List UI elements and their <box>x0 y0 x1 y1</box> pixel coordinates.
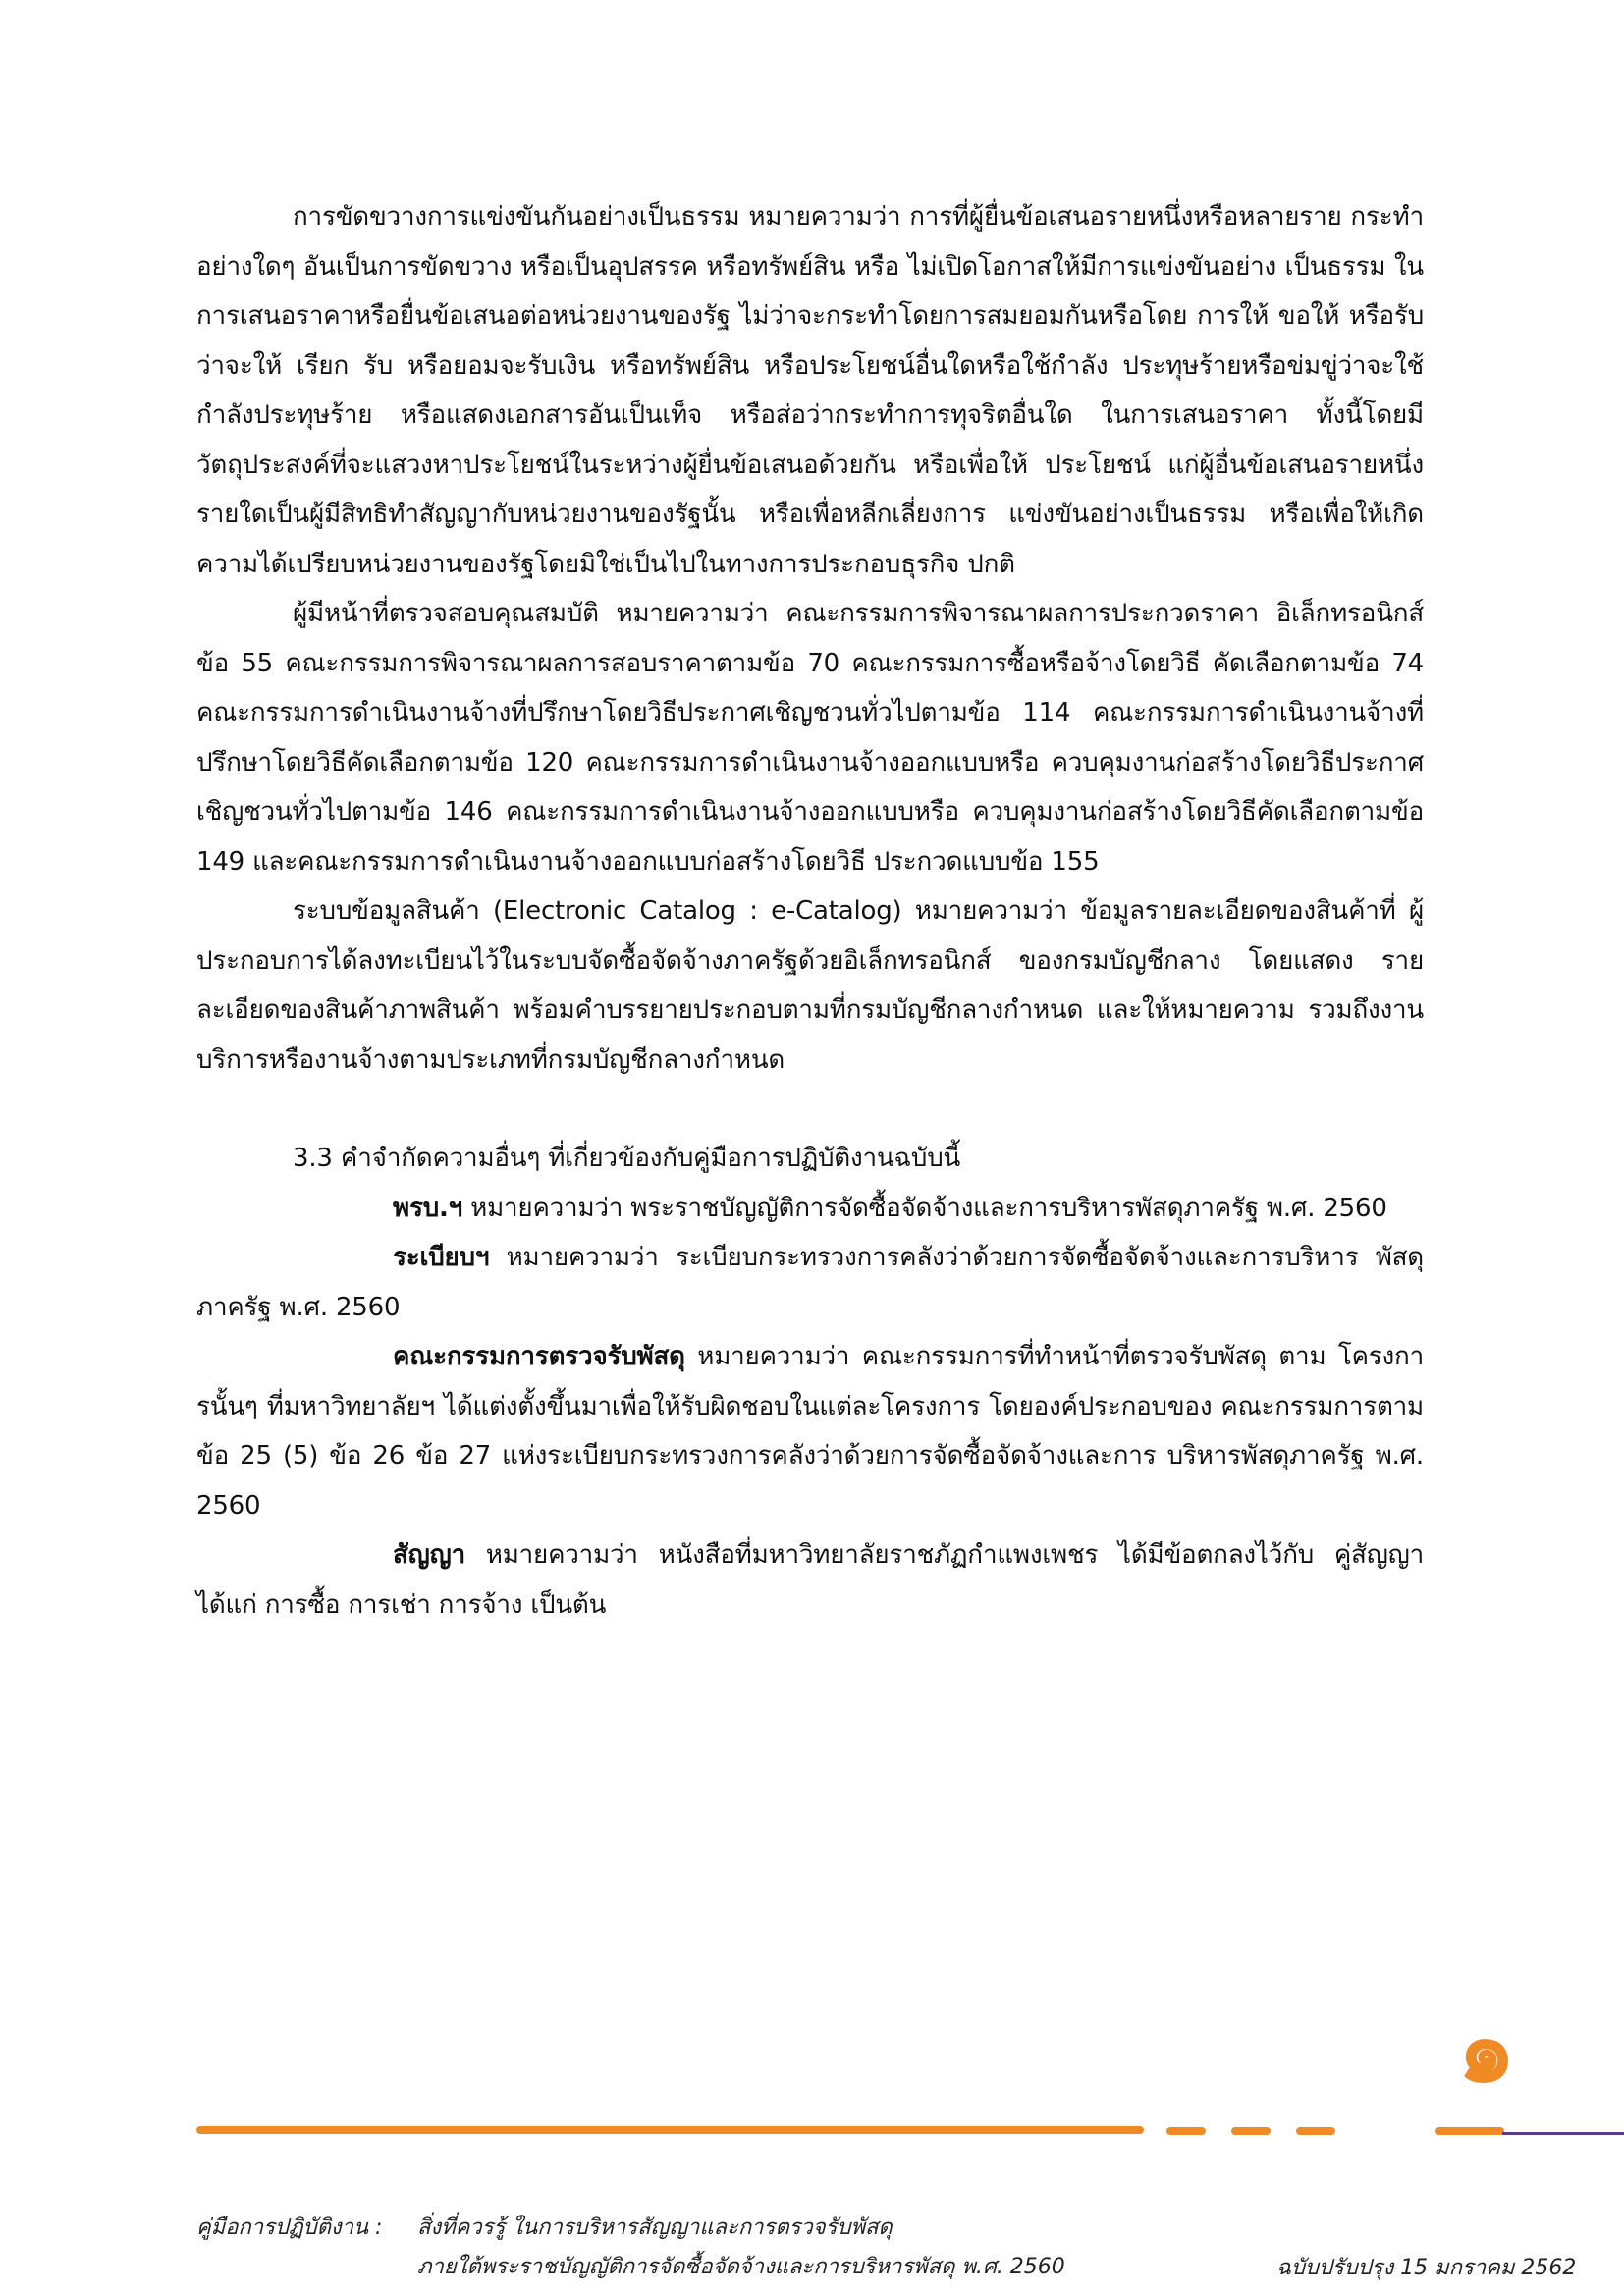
body-text <box>196 192 1424 1629</box>
paragraph-unfair-competition: การขัดขวางการแข่งขันกันอย่างเป็นธรรม หมายความว่า การที่ผู้ยื่นข้อเสนอรายหนึ่งหรือหลายราย กระทำอย่างใดๆ อันเป็นการขัดขวาง หรือเป็นอุปสรรค หรือทรัพย์สิน หรือ ไม่เปิดโอกาสให้มีการแข่งขันอย่าง เป็นธรรม ในการเสนอราคาหรือยื่นข้อเสนอต่อหน่วยงานของรัฐ ไม่ว่าจะกระทำโดยการสมยอมกันหรือโดย การให้ ขอให้ หรือรับว่าจะให้ เรียก รับ หรือยอมจะรับเงิน หรือทรัพย์สิน หรือประโยชน์อื่นใดหรือใช้กำลัง ประทุษร้ายหรือข่มขู่ว่าจะใช้กำลังประทุษร้าย หรือแสดงเอกสารอันเป็นเท็จ หรือส่อว่ากระทำการทุจริตอื่นใด ในการเสนอราคา ทั้งนี้โดยมีวัตถุประสงค์ที่จะแสวงหาประโยชน์ในระหว่างผู้ยื่นข้อเสนอด้วยกัน หรือเพื่อให้ ประโยชน์ แก่ผู้อื่นข้อเสนอรายหนึ่งรายใดเป็นผู้มีสิทธิทำสัญญากับหน่วยงานของรัฐนั้น หรือเพื่อหลีกเลี่ยงการ แข่งขันอย่างเป็นธรรม หรือเพื่อให้เกิดความได้เปรียบหน่วยงานของรัฐโดยมิใช่เป็นไปในทางการประกอบธุรกิจ ปกติ <box>196 202 1424 579</box>
definition-text: หมายความว่า พระราชบัญญัติการจัดซื้อจัดจ้างและการบริหารพัสดุภาครัฐ พ.ศ. 2560 <box>462 1193 1387 1223</box>
footer-dash <box>1296 2127 1335 2135</box>
definition-contract <box>196 1530 1424 1629</box>
page-number: ๑ <box>1457 1997 1516 2103</box>
footer-dash <box>1231 2127 1271 2135</box>
footer-dash <box>1435 2127 1504 2135</box>
footer-label: คู่มือการปฏิบัติงาน : <box>196 2216 383 2240</box>
paragraph-e-catalog: ระบบข้อมูลสินค้า (Electronic Catalog : e-Catalog) หมายความว่า ข้อมูลรายละเอียดของสินค้าที่ ผู้ประกอบการได้ลงทะเบียนไว้ในระบบจัดซื้อจัดจ้างภาครัฐด้วยอิเล็กทรอนิกส์ ของกรมบัญชีกลาง โดยแสดง รายละเอียดของสินค้าภาพสินค้า พร้อมคำบรรยายประกอบตามที่กรมบัญชีกลางกำหนด และให้หมายความ รวมถึงงานบริการหรืองานจ้างตามประเภทที่กรมบัญชีกลางกำหนด <box>196 896 1424 1075</box>
definition-regulation <box>196 1233 1424 1332</box>
footer-version: ฉบับปรับปรุง 15 มกราคม 2562 <box>1276 2256 1577 2280</box>
definition-term: ระเบียบฯ <box>393 1243 490 1272</box>
definition-inspection-committee <box>196 1332 1424 1530</box>
definition-term: สัญญา <box>393 1540 465 1570</box>
footer-title-line2: ภายใต้พระราชบัญญัติการจัดซื้อจัดจ้างและการบริหารพัสดุ พ.ศ. 2560 <box>417 2255 1065 2279</box>
definition-text: หมายความว่า คณะกรรมการที่ทำหน้าที่ตรวจรับพัสดุ ตาม โครงการนั้นๆ ที่มหาวิทยาลัยฯ ได้แต่งตั้งขึ้นมาเพื่อให้รับผิดชอบในแต่ละโครงการ โดยองค์ประกอบของ คณะกรรมการตามข้อ 25 (5) ข้อ 26 ข้อ 27 แห่งระเบียบกระทรวงการคลังว่าด้วยการจัดซื้อจัดจ้างและการ บริหารพัสดุภาครัฐ พ.ศ. 2560 <box>196 1342 1424 1521</box>
paragraph-qualification-inspector: ผู้มีหน้าที่ตรวจสอบคุณสมบัติ หมายความว่า คณะกรรมการพิจารณาผลการประกวดราคา อิเล็กทรอนิกส์ข้อ 55 คณะกรรมการพิจารณาผลการสอบราคาตามข้อ 70 คณะกรรมการซื้อหรือจ้างโดยวิธี คัดเลือกตามข้อ 74 คณะกรรมการดำเนินงานจ้างที่ปรึกษาโดยวิธีประกาศเชิญชวนทั่วไปตามข้อ 114 คณะกรรมการดำเนินงานจ้างที่ปรึกษาโดยวิธีคัดเลือกตามข้อ 120 คณะกรรมการดำเนินงานจ้างออกแบบหรือ ควบคุมงานก่อสร้างโดยวิธีประกาศเชิญชวนทั่วไปตามข้อ 146 คณะกรรมการดำเนินงานจ้างออกแบบหรือ ควบคุมงานก่อสร้างโดยวิธีคัดเลือกตามข้อ 149 และคณะกรรมการดำเนินงานจ้างออกแบบก่อสร้างโดยวิธี ประกวดแบบข้อ 155 <box>196 599 1424 877</box>
footer-rule <box>196 2126 1144 2134</box>
definition-term: คณะกรรมการตรวจรับพัสดุ <box>393 1342 685 1371</box>
definition-term: พรบ.ฯ <box>393 1193 463 1223</box>
definition-text: หมายความว่า หนังสือที่มหาวิทยาลัยราชภัฏกำแพงเพชร ได้มีข้อตกลงไว้กับ คู่สัญญา ได้แก่ การซื้อ การเช่า การจ้าง เป็นต้น <box>196 1540 1424 1620</box>
section-heading: 3.3 คำจำกัดความอื่นๆ ที่เกี่ยวข้องกับคู่มือการปฏิบัติงานฉบับนี้ <box>293 1144 961 1173</box>
footer-dash <box>1166 2127 1206 2135</box>
definition-act <box>196 1184 1424 1234</box>
footer-line <box>1502 2132 1624 2135</box>
footer-title <box>417 2209 1065 2287</box>
footer-title-line1: สิ่งที่ควรรู้ ในการบริหารสัญญาและการตรวจรับพัสดุ <box>417 2216 893 2240</box>
definition-text: หมายความว่า ระเบียบกระทรวงการคลังว่าด้วยการจัดซื้อจัดจ้างและการบริหาร พัสดุภาครัฐ พ.ศ. 2560 <box>196 1243 1424 1322</box>
